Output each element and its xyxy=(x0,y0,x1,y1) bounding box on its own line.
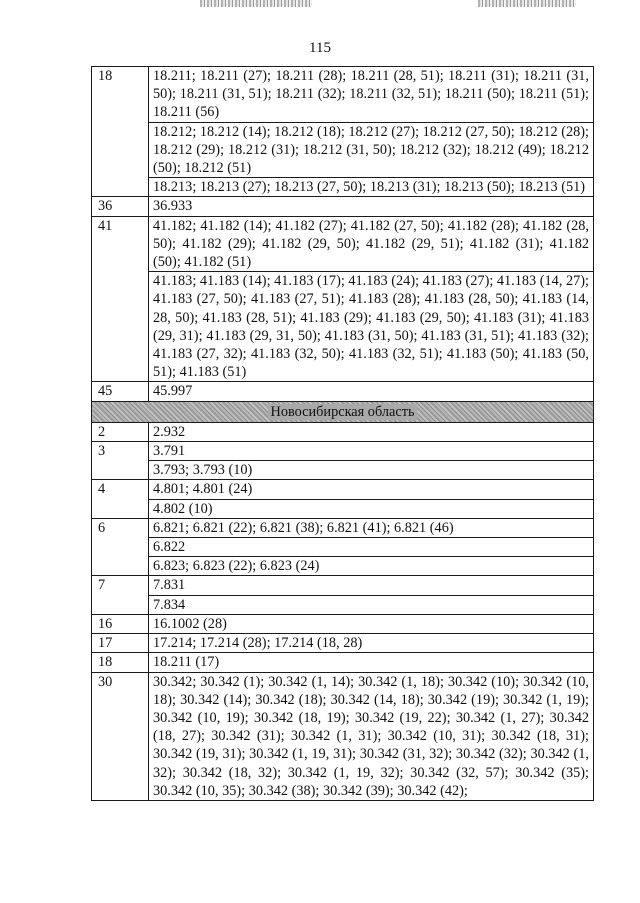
table-row xyxy=(92,122,594,178)
row-number: 18 xyxy=(92,67,149,197)
code-entry: 45.997 xyxy=(149,382,594,401)
region-name: Новосибирская область xyxy=(268,404,418,420)
code-entry: 36.933 xyxy=(149,197,594,216)
row-number: 7 xyxy=(92,576,149,614)
code-entry: 18.213; 18.213 (27); 18.213 (27, 50); 18.213 (31); 18.213 (50); 18.213 (51) xyxy=(149,178,594,197)
row-number: 30 xyxy=(92,672,149,800)
row-number: 3 xyxy=(92,442,149,480)
table-row xyxy=(92,576,594,595)
table-row xyxy=(92,538,594,557)
table-row xyxy=(92,653,594,672)
row-number: 6 xyxy=(92,518,149,576)
table-row xyxy=(92,178,594,197)
table-row xyxy=(92,422,594,441)
code-entry: 3.791 xyxy=(149,442,594,461)
table-row xyxy=(92,518,594,537)
code-entry: 17.214; 17.214 (28); 17.214 (18, 28) xyxy=(149,634,594,653)
scan-artifact xyxy=(200,0,312,7)
row-number: 16 xyxy=(92,614,149,633)
table-row xyxy=(92,480,594,499)
code-entry: 16.1002 (28) xyxy=(149,614,594,633)
region-header-row xyxy=(92,401,594,422)
region-header-cell xyxy=(92,401,594,422)
table-row xyxy=(92,672,594,800)
row-number: 4 xyxy=(92,480,149,518)
code-entry: 6.823; 6.823 (22); 6.823 (24) xyxy=(149,557,594,576)
code-entry: 41.183; 41.183 (14); 41.183 (17); 41.183 (24); 41.183 (27); 41.183 (14, 27); 41.183 (27, 50); 41.183 (27, 51); 41.183 (28); 41.183 (28, 50); 41.183 (14, 28, 50); 41.183 (28, 51); 41.183 (29); 41.183 (29, 50); 41.183 (31); 41.183 (29, 31); 41.183 (29, 31, 50); 41.183 (31, 50); 41.183 (31, 51); 41.183 (32); 41.183 (27, 32); 41.183 (32, 50); 41.183 (32, 51); 41.183 (50); 41.183 (50, 51); 41.183 (51) xyxy=(149,272,594,382)
row-number: 18 xyxy=(92,653,149,672)
row-number: 36 xyxy=(92,197,149,216)
table-row xyxy=(92,216,594,272)
row-number: 41 xyxy=(92,216,149,382)
table-row xyxy=(92,382,594,401)
table-row xyxy=(92,272,594,382)
table-row xyxy=(92,557,594,576)
code-entry: 7.831 xyxy=(149,576,594,595)
table-row xyxy=(92,614,594,633)
code-entry: 4.802 (10) xyxy=(149,499,594,518)
scan-artifact xyxy=(478,0,576,7)
code-entry: 3.793; 3.793 (10) xyxy=(149,461,594,480)
code-entry: 18.211 (17) xyxy=(149,653,594,672)
code-entry: 6.821; 6.821 (22); 6.821 (38); 6.821 (41); 6.821 (46) xyxy=(149,518,594,537)
table-row xyxy=(92,595,594,614)
page-number: 115 xyxy=(309,40,331,56)
table-row xyxy=(92,442,594,461)
code-entry: 30.342; 30.342 (1); 30.342 (1, 14); 30.342 (1, 18); 30.342 (10); 30.342 (10, 18); 30.342 (14); 30.342 (18); 30.342 (14, 18); 30.342 (19); 30.342 (1, 19); 30.342 (10, 19); 30.342 (18, 19); 30.342 (19, 22); 30.342 (1, 27); 30.342 (18, 27); 30.342 (31); 30.342 (1, 31); 30.342 (10, 31); 30.342 (18, 31); 30.342 (19, 31); 30.342 (1, 19, 31); 30.342 (31, 32); 30.342 (32); 30.342 (1, 32); 30.342 (18, 32); 30.342 (1, 19, 32); 30.342 (32, 57); 30.342 (35); 30.342 (10, 35); 30.342 (38); 30.342 (39); 30.342 (42); xyxy=(149,672,594,800)
code-entry: 4.801; 4.801 (24) xyxy=(149,480,594,499)
code-entry: 6.822 xyxy=(149,538,594,557)
table-row xyxy=(92,67,594,123)
table-row xyxy=(92,634,594,653)
table-row xyxy=(92,197,594,216)
row-number: 2 xyxy=(92,422,149,441)
codes-table xyxy=(91,66,594,801)
code-entry: 41.182; 41.182 (14); 41.182 (27); 41.182 (27, 50); 41.182 (28); 41.182 (28, 50); 41.182 (29); 41.182 (29, 50); 41.182 (29, 51); 41.182 (31); 41.182 (50); 41.182 (51) xyxy=(149,216,594,272)
code-entry: 18.212; 18.212 (14); 18.212 (18); 18.212 (27); 18.212 (27, 50); 18.212 (28); 18.212 (29); 18.212 (31); 18.212 (31, 50); 18.212 (32); 18.212 (49); 18.212 (50); 18.212 (51) xyxy=(149,122,594,178)
table-row xyxy=(92,499,594,518)
row-number: 45 xyxy=(92,382,149,401)
code-entry: 2.932 xyxy=(149,422,594,441)
row-number: 17 xyxy=(92,634,149,653)
code-entry: 7.834 xyxy=(149,595,594,614)
table-row xyxy=(92,461,594,480)
code-entry: 18.211; 18.211 (27); 18.211 (28); 18.211 (28, 51); 18.211 (31); 18.211 (31, 50); 18.211 (31, 51); 18.211 (32); 18.211 (32, 51); 18.211 (50); 18.211 (51); 18.211 (56) xyxy=(149,67,594,123)
